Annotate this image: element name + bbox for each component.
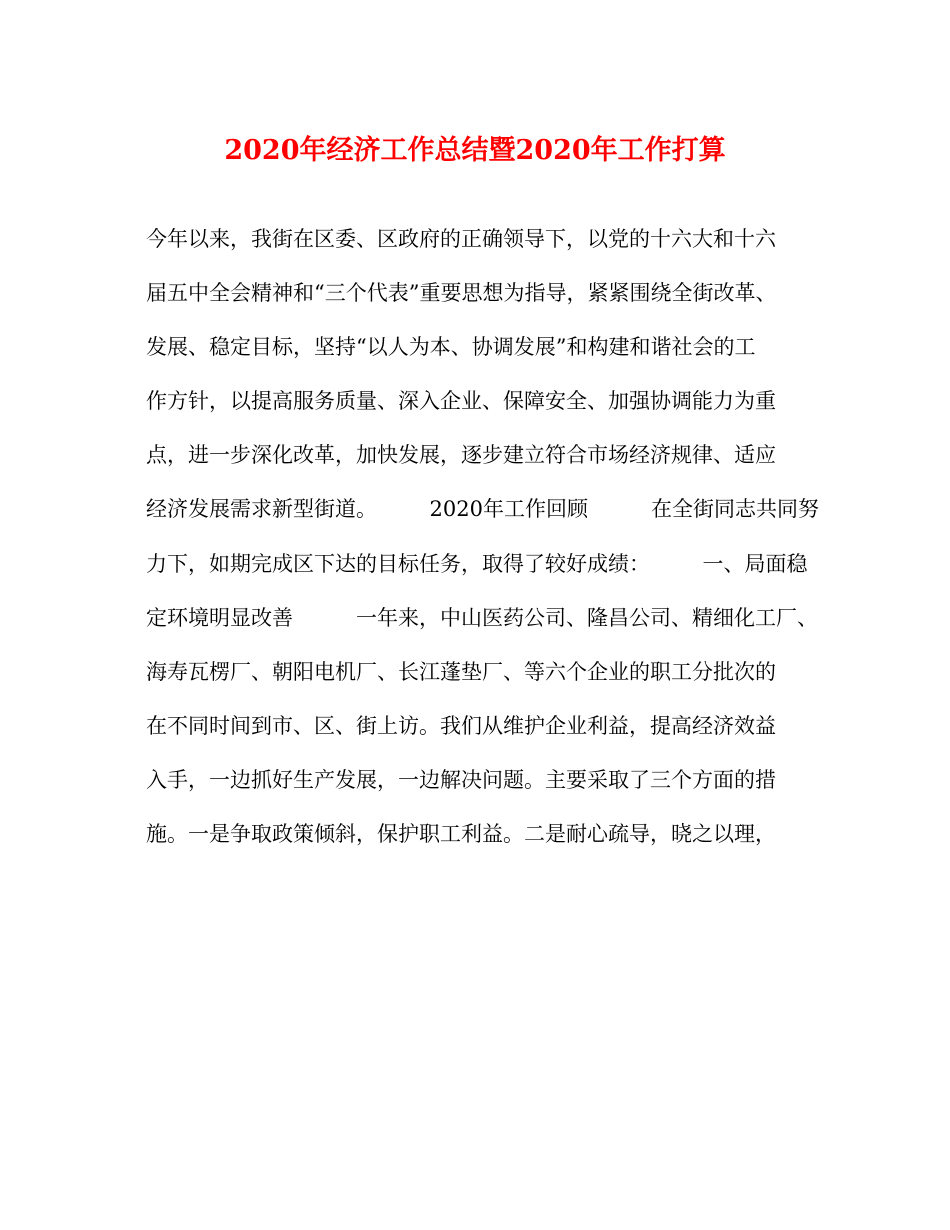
body-line: 入手，一边抓好生产发展，一边解决问题。主要采取了三个方面的措 (146, 767, 776, 792)
document-body (146, 212, 819, 861)
body-line: 定环境明显改善 一年来，中山医药公司、隆昌公司、精细化工厂、 (146, 605, 818, 630)
body-line: 施。一是争取政策倾斜，保护职工利益。二是耐心疏导，晓之以理， (146, 822, 776, 847)
body-line: 发展、稳定目标，坚持“以人为本、协调发展”和构建和谐社会的工 (146, 335, 756, 360)
body-line: 届五中全会精神和“三个代表”重要思想为指导，紧紧围绕全街改革、 (146, 281, 777, 306)
body-line: 作方针，以提高服务质量、深入企业、保障安全、加强协调能力为重 (146, 389, 776, 414)
body-line: 今年以来，我街在区委、区政府的正确领导下，以党的十六大和十六 (146, 227, 776, 251)
document-title: 2020年经济工作总结暨2020年工作打算 (224, 135, 726, 166)
body-line: 力下，如期完成区下达的目标任务，取得了较好成绩： 一、局面稳 (146, 551, 808, 576)
body-line: 在不同时间到市、区、街上访。我们从维护企业利益，提高经济效益 (146, 713, 776, 738)
body-line: 经济发展需求新型街道。 2020年工作回顾 在全街同志共同努 (146, 497, 819, 522)
body-line: 海寿瓦楞厂、朝阳电机厂、长江蓬垫厂、等六个企业的职工分批次的 (146, 659, 776, 684)
body-line: 点，进一步深化改革，加快发展，逐步建立符合市场经济规律、适应 (146, 443, 776, 468)
